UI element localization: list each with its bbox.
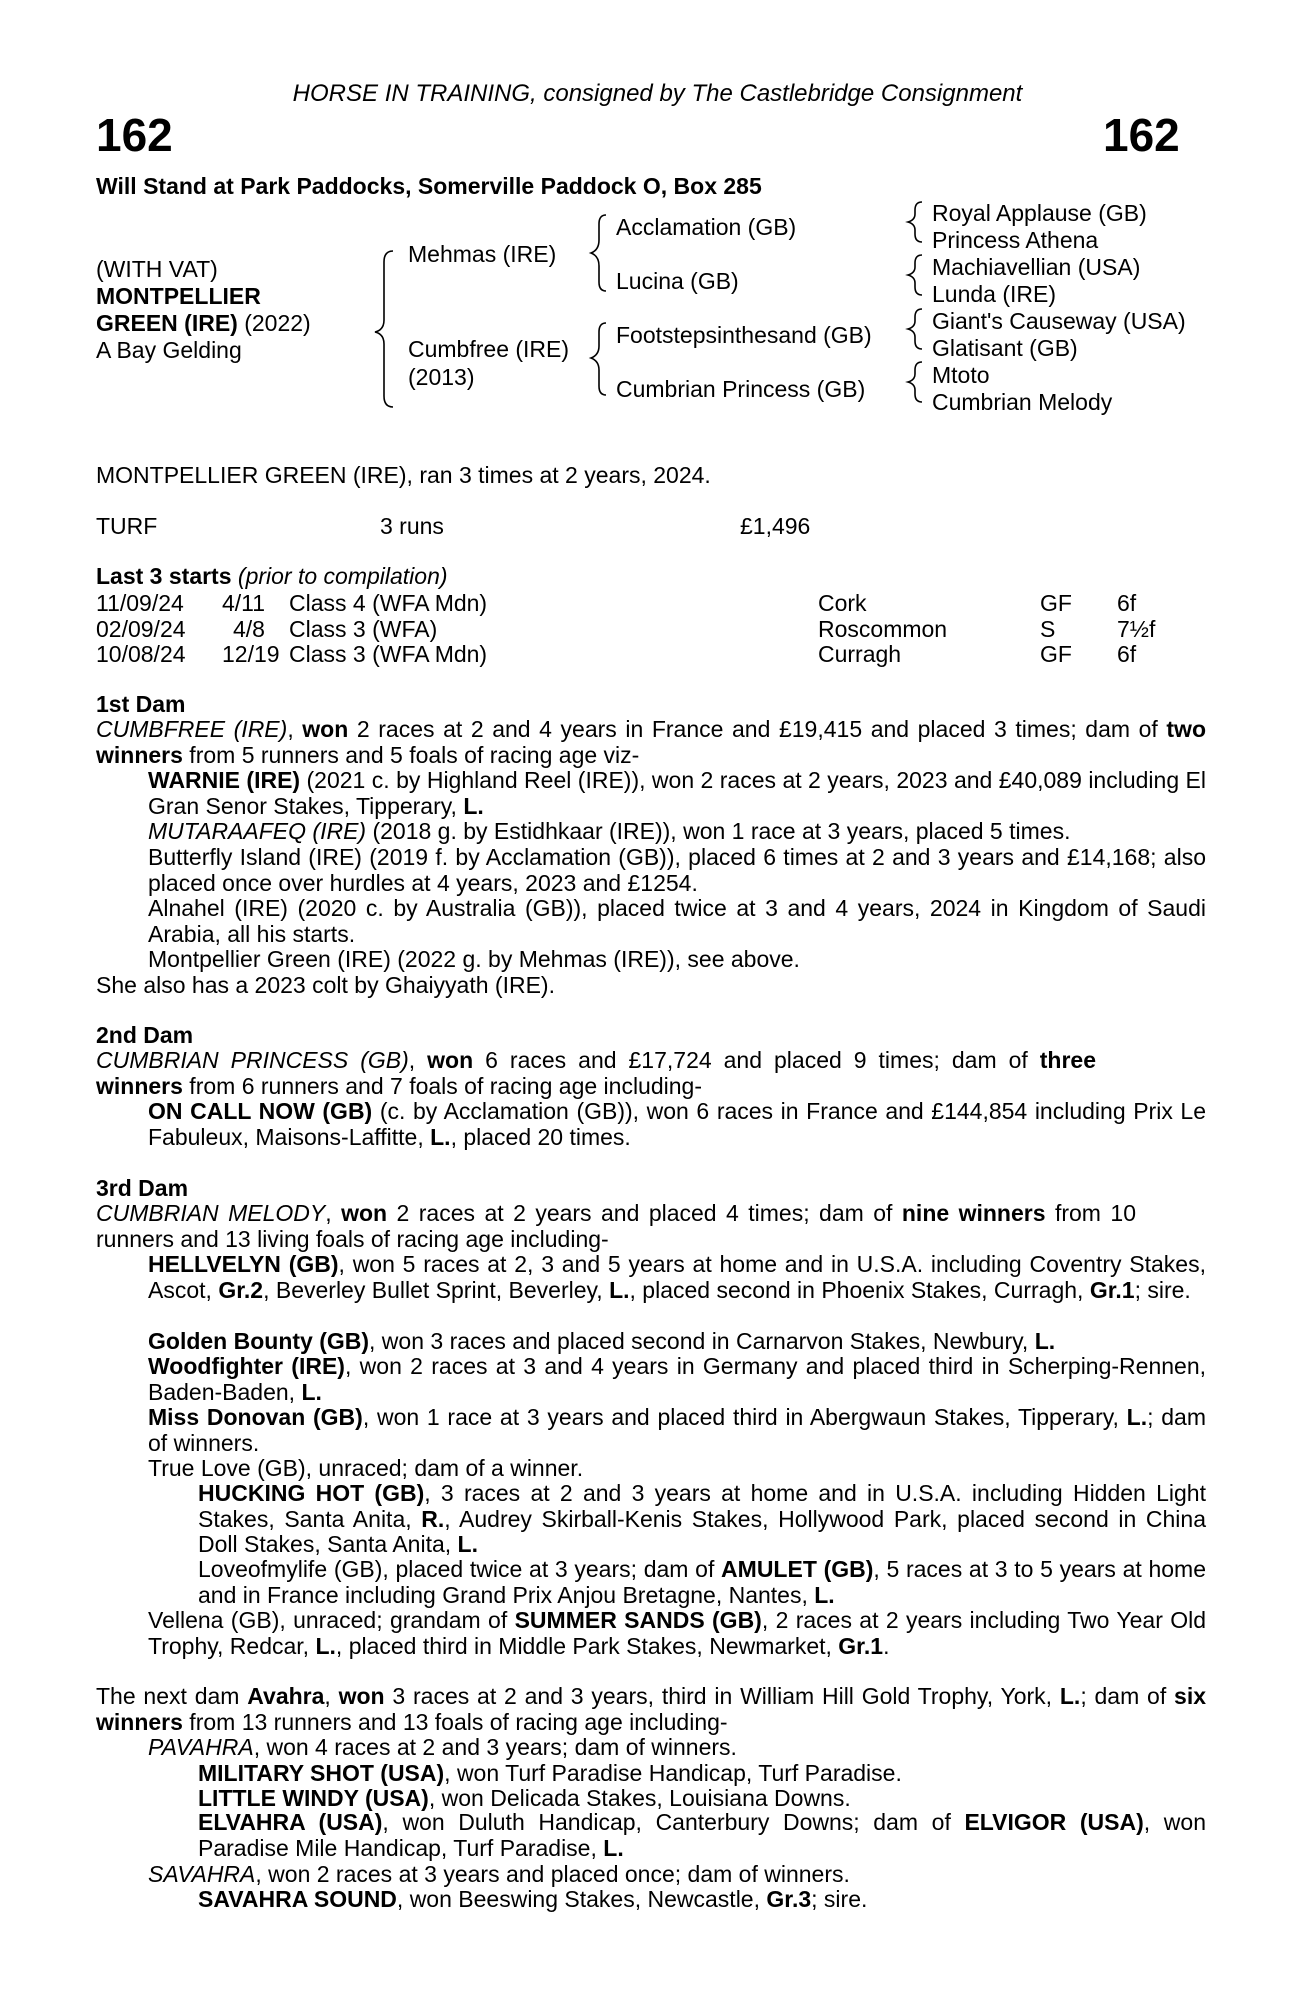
- start-distance: 6f: [1117, 590, 1137, 616]
- text: from 6 runners and 7 foals of racing age including-: [182, 1072, 702, 1099]
- dam2-paragraph: [96, 1048, 1096, 1099]
- progeny-name: ELVAHRA (USA): [198, 1809, 383, 1835]
- winners-count: three winners: [96, 1047, 1097, 1099]
- start-distance: 7½f: [1117, 615, 1156, 642]
- winners-count: nine winners: [901, 1200, 1046, 1226]
- dam1-paragraph: [96, 717, 1206, 768]
- grade: L.: [1059, 1683, 1081, 1709]
- text: 3 races at 2 and 3 years, third in William Hill Gold Trophy, York,: [384, 1683, 1060, 1709]
- dam2-heading: 2nd Dam: [96, 1022, 194, 1048]
- dam3-entry: [148, 1405, 1206, 1456]
- progeny-name: Golden Bounty (GB): [148, 1328, 370, 1354]
- text: , placed 20 times.: [450, 1123, 631, 1150]
- dam-name: CUMBFREE (IRE): [96, 716, 288, 742]
- text: , won Duluth Handicap, Canterbury Downs; dam of: [382, 1809, 965, 1835]
- won: won: [302, 716, 349, 742]
- progeny-name: MUTARAAFEQ (IRE): [148, 818, 367, 844]
- dam3-entry: [148, 1252, 1206, 1303]
- text: , placed third in Middle Park Stakes, Newmarket,: [335, 1632, 839, 1659]
- grade: Gr.2: [218, 1276, 264, 1303]
- dam3-subentry: [198, 1557, 1206, 1608]
- ddd: Cumbrian Melody: [932, 389, 1113, 415]
- text: (2021 c. by Highland Reel (IRE)), won 2 races at 2 years, 2023 and £40,089 including El Gran Senor Stakes, Tipperary,: [148, 767, 1206, 819]
- progeny-name: HELLVELYN (GB): [148, 1251, 339, 1277]
- dam3-entry: [148, 1354, 1206, 1405]
- dam3-subentry: [198, 1481, 1206, 1558]
- start-going: S: [1040, 615, 1056, 642]
- start-date: 02/09/24: [96, 615, 186, 642]
- text: , 2 races at 2 years including Two Year Old Trophy, Redcar,: [148, 1607, 1206, 1659]
- progeny-name: ON CALL NOW (GB): [148, 1098, 373, 1124]
- won: won: [341, 1200, 388, 1226]
- text: 2 races at 2 years and placed 4 times; dam of: [387, 1200, 902, 1226]
- start-course: Roscommon: [818, 615, 948, 642]
- dam1-entry: Butterfly Island (IRE) (2019 f. by Acclamation (GB)), placed 6 times at 2 and 3 years and £14,168; also placed once over hurdles at 4 years, 2023 and £1254.: [148, 844, 1206, 896]
- start-row: [96, 641, 1216, 667]
- text: , won 2 races at 3 years and placed once; dam of winners.: [255, 1861, 850, 1887]
- dam1-entry: Montpellier Green (IRE) (2022 g. by Mehmas (IRE)), see above.: [148, 946, 800, 972]
- horse-name-line1: MONTPELLIER: [96, 283, 261, 309]
- grade: L.: [315, 1632, 336, 1659]
- dam1-entry: [148, 819, 1206, 845]
- grade: L.: [301, 1378, 322, 1405]
- sire: Mehmas (IRE): [408, 241, 557, 267]
- dss: Giant's Causeway (USA): [932, 308, 1186, 334]
- dam: Cumbfree (IRE): [408, 336, 570, 362]
- grade: L.: [603, 1834, 624, 1861]
- text: 6 races and £17,724 and placed 9 times; dam of: [473, 1047, 1040, 1073]
- turf-label: TURF: [96, 513, 158, 539]
- horse-description: A Bay Gelding: [96, 337, 242, 363]
- start-date: 11/09/24: [96, 590, 184, 616]
- lot-number-left: 162: [96, 109, 173, 161]
- dam3-entry: [148, 1329, 1206, 1355]
- progeny-name: PAVAHRA: [148, 1734, 254, 1760]
- winners-count: six winners: [96, 1683, 1207, 1735]
- text: , won 5 races at 2, 3 and 5 years at home and in U.S.A. including Coventry Stakes, Ascot,: [148, 1251, 1206, 1303]
- text: ; dam of winners.: [148, 1404, 1206, 1456]
- text: , won 1 race at 3 years and placed third in Abergwaun Stakes, Tipperary,: [362, 1404, 1127, 1430]
- last-starts-table: [96, 590, 1216, 667]
- text: Loveofmylife (GB), placed twice at 3 years; dam of: [198, 1556, 722, 1582]
- progeny-name: AMULET (GB): [721, 1556, 874, 1582]
- text: , won 4 races at 2 and 3 years; dam of winners.: [253, 1734, 737, 1760]
- progeny-name: Woodfighter (IRE): [148, 1353, 345, 1379]
- grade: Gr.1: [838, 1632, 884, 1659]
- text: ; sire.: [811, 1886, 868, 1912]
- dam-sire: Footstepsinthesand (GB): [616, 322, 872, 348]
- dam-name: CUMBRIAN PRINCESS (GB): [96, 1047, 409, 1073]
- text: from 10 runners and 13 living foals of racing age including-: [96, 1200, 1136, 1252]
- dam3-paragraph: [96, 1201, 1136, 1252]
- next-entry: [148, 1734, 737, 1760]
- text: , won Delicada Stakes, Louisiana Downs.: [428, 1785, 851, 1811]
- grade: L.: [1126, 1404, 1148, 1430]
- text: , won Beeswing Stakes, Newcastle,: [396, 1886, 767, 1912]
- text: (2018 g. by Estidhkaar (IRE)), won 1 race at 3 years, placed 5 times.: [366, 818, 1071, 844]
- text: from 5 runners and 5 foals of racing age viz-: [182, 741, 640, 768]
- start-row: [96, 590, 1216, 616]
- horse-name-2: GREEN (IRE): [96, 310, 238, 336]
- text: ,: [325, 1200, 342, 1226]
- turf-earnings: £1,496: [740, 513, 811, 539]
- start-class: Class 4 (WFA Mdn): [289, 590, 488, 616]
- dam-year: (2013): [408, 364, 475, 390]
- dam1-entry: Alnahel (IRE) (2020 c. by Australia (GB)), placed twice at 3 and 4 years, 2024 in Kingdom of Saudi Arabia, all his starts.: [148, 895, 1206, 947]
- text: ; dam of: [1080, 1683, 1175, 1709]
- next-subentry: [198, 1886, 867, 1912]
- dam3-entry: [148, 1608, 1206, 1659]
- text: .: [883, 1632, 890, 1659]
- text: , won 3 races and placed second in Carnarvon Stakes, Newbury,: [369, 1328, 1035, 1354]
- text: 2 races at 2 and 4 years in France and £19,415 and placed 3 times; dam of: [348, 716, 1167, 742]
- won: won: [427, 1047, 474, 1073]
- next-dam-paragraph: [96, 1684, 1206, 1735]
- text: , Beverley Bullet Sprint, Beverley,: [263, 1276, 610, 1303]
- start-row: [96, 616, 1216, 642]
- stand-location: Will Stand at Park Paddocks, Somerville Paddock O, Box 285: [96, 173, 762, 199]
- progeny-name: SAVAHRA: [148, 1861, 256, 1887]
- won: won: [338, 1683, 385, 1709]
- last-starts-note: (prior to compilation): [231, 563, 448, 589]
- text: ,: [408, 1047, 428, 1073]
- ssd: Princess Athena: [932, 227, 1099, 253]
- start-class: Class 3 (WFA Mdn): [289, 641, 488, 668]
- start-position: 4/11: [222, 590, 266, 616]
- sss: Royal Applause (GB): [932, 200, 1147, 226]
- text: , won Turf Paradise Handicap, Turf Paradise.: [444, 1760, 902, 1786]
- dam1-note: She also has a 2023 colt by Ghaiyyath (IRE).: [96, 972, 555, 998]
- start-going: GF: [1040, 641, 1072, 668]
- text: from 13 runners and 13 foals of racing age including-: [182, 1708, 728, 1735]
- dam-name: Avahra: [247, 1683, 325, 1709]
- start-position: 12/19: [222, 641, 280, 668]
- text: Vellena (GB), unraced; grandam of: [148, 1607, 515, 1633]
- next-entry: [148, 1861, 850, 1887]
- progeny-name: SUMMER SANDS (GB): [514, 1607, 762, 1633]
- foaling-year: (2022): [237, 310, 311, 336]
- text: , placed second in Phoenix Stakes, Curragh,: [629, 1276, 1090, 1303]
- start-course: Cork: [818, 590, 867, 616]
- start-course: Curragh: [818, 641, 902, 668]
- last-starts-heading: [96, 563, 448, 589]
- dam2-entry: [148, 1099, 1206, 1150]
- start-date: 10/08/24: [96, 641, 186, 668]
- next-subentry: [198, 1785, 851, 1811]
- start-position: 4/8: [233, 615, 265, 642]
- consignment-header: HORSE IN TRAINING, consigned by The Castlebridge Consignment: [292, 80, 1023, 107]
- progeny-name: LITTLE WINDY (USA): [198, 1785, 429, 1811]
- sdd: Lunda (IRE): [932, 281, 1057, 307]
- text: ; sire.: [1134, 1276, 1191, 1303]
- sire-dam: Lucina (GB): [616, 268, 739, 294]
- start-class: Class 3 (WFA): [289, 615, 438, 642]
- sire-sire: Acclamation (GB): [616, 214, 797, 240]
- progeny-name: SAVAHRA SOUND: [198, 1886, 397, 1912]
- dds: Mtoto: [932, 362, 990, 388]
- dam-dam: Cumbrian Princess (GB): [616, 376, 866, 402]
- turf-runs: 3 runs: [380, 513, 444, 539]
- text: , won Paradise Mile Handicap, Turf Paradise,: [198, 1809, 1206, 1861]
- next-subentry: [198, 1810, 1206, 1861]
- next-subentry: [198, 1760, 902, 1786]
- text: , won 2 races at 3 and 4 years in Germany and placed third in Scherping-Rennen, Baden-Baden,: [148, 1353, 1207, 1405]
- text: ,: [287, 716, 303, 742]
- grade: L.: [457, 1531, 478, 1558]
- last-starts-title: Last 3 starts: [96, 563, 232, 589]
- grade: L.: [463, 792, 484, 819]
- progeny-name: WARNIE (IRE): [148, 767, 301, 793]
- progeny-name: Miss Donovan (GB): [148, 1404, 363, 1430]
- dam3-entry: True Love (GB), unraced; dam of a winner.: [148, 1455, 584, 1481]
- dam-name: CUMBRIAN MELODY: [96, 1200, 326, 1226]
- grade: L.: [430, 1123, 451, 1150]
- lot-number-right: 162: [1103, 109, 1180, 161]
- race-summary: MONTPELLIER GREEN (IRE), ran 3 times at 2 years, 2024.: [96, 462, 711, 488]
- start-going: GF: [1040, 590, 1072, 616]
- grade: Gr.1: [1089, 1276, 1135, 1303]
- sds: Machiavellian (USA): [932, 254, 1141, 280]
- grade: R.: [421, 1505, 445, 1532]
- vat-note: (WITH VAT): [96, 256, 218, 282]
- dsd: Glatisant (GB): [932, 335, 1078, 361]
- text: , 5 races at 3 to 5 years at home and in France including Grand Prix Anjou Bretagne, Nantes,: [198, 1556, 1206, 1608]
- grade: L.: [814, 1581, 835, 1608]
- text: , Audrey Skirball-Kenis Stakes, Hollywood Park, placed second in China Doll Stakes, Santa Anita,: [198, 1505, 1206, 1558]
- text: The next dam: [96, 1683, 248, 1709]
- text: ,: [324, 1683, 339, 1709]
- grade: L.: [609, 1276, 630, 1303]
- text: (c. by Acclamation (GB)), won 6 races in France and £144,854 including Prix Le Fabuleux, Maisons-Laffitte,: [148, 1098, 1206, 1150]
- text: , 3 races at 2 and 3 years at home and in U.S.A. including Hidden Light Stakes, Santa Anita,: [198, 1480, 1206, 1532]
- dam1-heading: 1st Dam: [96, 691, 186, 717]
- start-distance: 6f: [1117, 641, 1137, 668]
- progeny-name: HUCKING HOT (GB): [198, 1480, 425, 1506]
- progeny-name: ELVIGOR (USA): [964, 1809, 1144, 1835]
- winners-count: two winners: [96, 716, 1206, 768]
- dam1-entry: [148, 768, 1206, 819]
- grade: Gr.3: [766, 1886, 812, 1912]
- progeny-name: MILITARY SHOT (USA): [198, 1760, 445, 1786]
- grade: L.: [1034, 1328, 1056, 1354]
- dam3-heading: 3rd Dam: [96, 1175, 189, 1201]
